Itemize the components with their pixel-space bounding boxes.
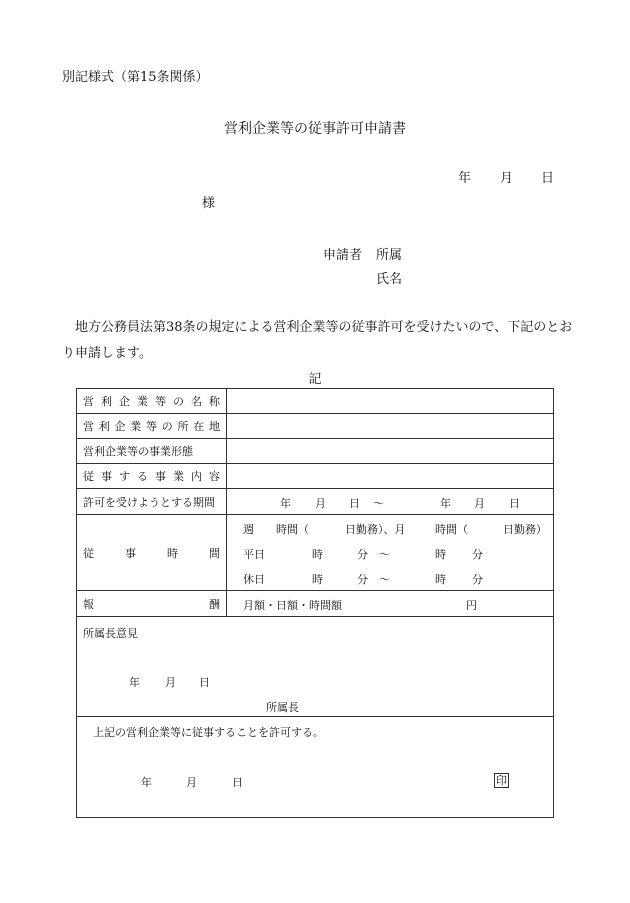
application-table [76,388,554,818]
work-content-label: 従 事 す る 事 業 内 容 [77,464,227,489]
affiliation-label: 所属 [376,248,403,263]
company-name-label: 営 利 企 業 等 の 名 称 [77,389,227,414]
permit-period-label: 許可を受けようとする期間 [77,489,227,515]
permit-section: 上記の営利企業等に従事することを許可する。 年 月 日 印 [77,717,554,818]
document-title: 営利企業等の従事許可申請書 [224,121,406,137]
date-year-label: 年 [458,171,472,186]
applicant-label: 申請者 [323,248,363,263]
table-row [77,414,554,439]
remuneration-field[interactable]: 月額・日額・時間額 円 [227,591,554,617]
work-hours-field[interactable]: 週 時間（ 日勤務）、月 時間（ 日勤務） 平日 時 分 〜 時 分 休日 時 分 〜 時 分 [227,515,554,591]
name-label: 氏名 [376,272,403,287]
table-row [77,464,554,489]
table-row [77,515,554,591]
table-row [77,489,554,515]
ki-heading: 記 [308,372,322,387]
date-day-label: 日 [541,171,555,186]
supervisor-signer-label: 所属長 [266,701,299,714]
addressee-suffix: 様 [202,196,216,211]
table-row [77,717,554,818]
application-statement: 地方公務員法第38条の規定による営利企業等の従事許可を受けたいので、下記のとおり申請します。 [62,320,573,361]
supervisor-opinion-section[interactable]: 所属長意見 年 月 日 所属長 [77,617,554,717]
company-name-field[interactable] [227,389,554,414]
table-row [77,591,554,617]
table-row [77,439,554,464]
table-row [77,617,554,717]
table-row [77,389,554,414]
date-month-label: 月 [500,171,514,186]
company-address-field[interactable] [227,414,554,439]
company-address-label: 営 利 企 業 等 の 所 在 地 [77,414,227,439]
remuneration-label: 報 酬 [77,591,227,617]
permit-statement: 上記の営利企業等に従事することを許可する。 [93,726,324,739]
permit-period-field[interactable]: 年 月 日 〜 年 月 日 [227,489,554,515]
supervisor-opinion-label: 所属長意見 [83,627,138,640]
seal-mark: 印 [496,774,507,787]
work-content-field[interactable] [227,464,554,489]
business-type-field[interactable] [227,439,554,464]
work-hours-label: 従 事 時 間 [77,515,227,591]
business-type-label: 営利企業等の事業形態 [77,439,227,464]
form-label: 別記様式（第15条関係） [62,70,209,85]
